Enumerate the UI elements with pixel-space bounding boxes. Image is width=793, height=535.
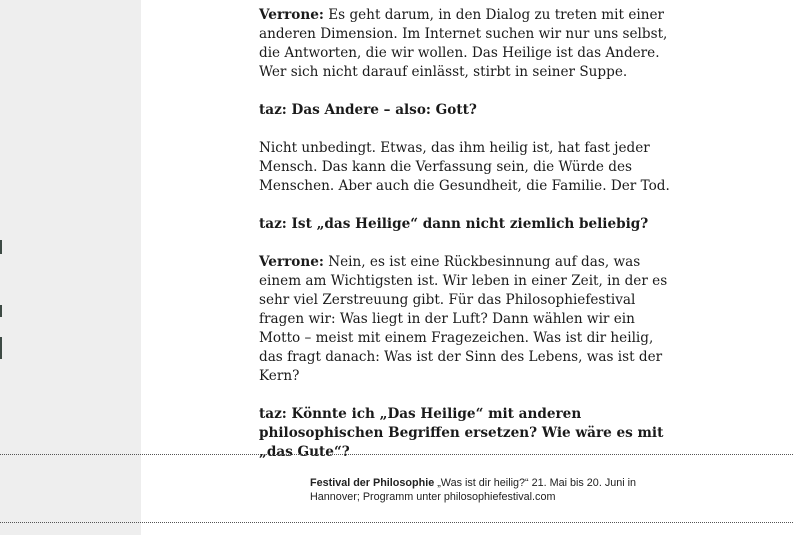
edge-mark xyxy=(0,240,2,254)
festival-details: „Was ist dir heilig?“ 21. Mai bis 20. Juni in Hannover; Programm unter philosophiefestival.com xyxy=(310,477,637,503)
speaker-label: Verrone: xyxy=(259,7,324,23)
answer-paragraph xyxy=(259,253,674,386)
dotted-divider xyxy=(0,522,793,523)
answer-text: Nein, es ist eine Rückbesinnung auf das, was einem am Wichtigsten ist. Wir leben in einer Zeit, in der es sehr viel Zerstreuung gibt. Für das Philosophiefestival fragen wir: Was liegt in der Luft? Dann wählen wir ein Motto – meist mit einem Fragezeichen. Was ist dir heilig, das fragt danach: Was ist der Sinn des Lebens, was ist der Kern? xyxy=(259,254,668,384)
speaker-label: Verrone: xyxy=(259,254,324,270)
dotted-divider xyxy=(0,454,793,455)
interview-question: taz: Könnte ich „Das Heilige“ mit anderen philosophischen Begriffen ersetzen? Wie wäre es mit „das Gute“? xyxy=(259,406,664,460)
interview-question: taz: Das Andere – also: Gott? xyxy=(259,102,477,118)
edge-mark xyxy=(0,337,2,359)
interview-text xyxy=(259,6,674,462)
interview-question: taz: Ist „das Heilige“ dann nicht ziemlich beliebig? xyxy=(259,216,649,232)
answer-paragraph xyxy=(259,6,674,82)
festival-title: Festival der Philosophie xyxy=(310,477,435,489)
festival-info-box xyxy=(310,476,650,504)
edge-mark xyxy=(0,305,2,317)
answer-paragraph: Nicht unbedingt. Etwas, das ihm heilig ist, hat fast jeder Mensch. Das kann die Verfassung sein, die Würde des Menschen. Aber auch die Gesundheit, die Familie. Der Tod. xyxy=(259,140,670,194)
answer-text: Es geht darum, in den Dialog zu treten mit einer anderen Dimension. Im Internet suchen wir nur uns selbst, die Antworten, die wir wollen. Das Heilige ist das Andere. Wer sich nicht darauf einlässt, stirbt in seiner Suppe. xyxy=(259,7,668,80)
